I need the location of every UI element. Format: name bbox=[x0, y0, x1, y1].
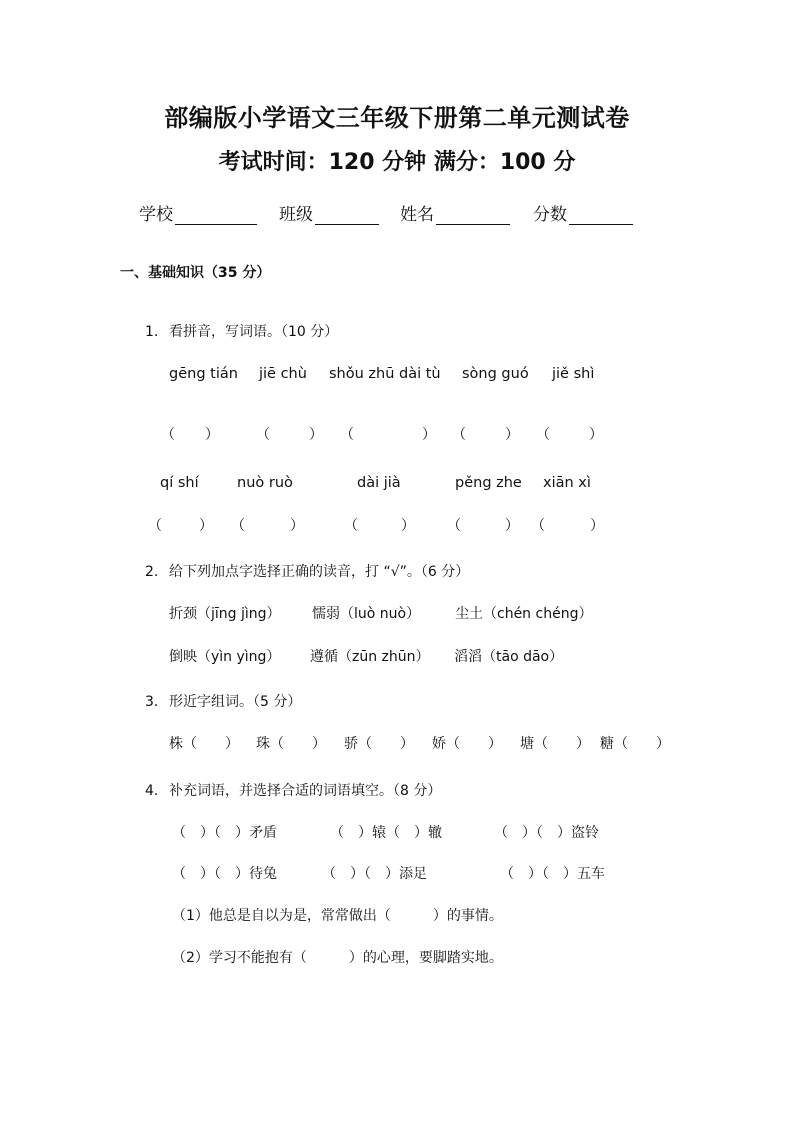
word-group-item[interactable]: 株（ ） bbox=[169, 736, 239, 752]
answer-paren-right: ） bbox=[309, 427, 323, 443]
class-field: 班级 bbox=[279, 200, 379, 225]
answer-paren-right: ） bbox=[290, 518, 304, 534]
answer-paren-left: （ bbox=[340, 427, 354, 443]
answer-paren-left: （ bbox=[256, 427, 270, 443]
idiom-blank[interactable]: （ ）（ ）添足 bbox=[322, 866, 427, 882]
answer-paren-right: ） bbox=[590, 518, 604, 534]
pinyin-item: jiě shì bbox=[552, 366, 595, 382]
score-blank[interactable] bbox=[569, 206, 633, 225]
word-group-item[interactable]: 糖（ ） bbox=[600, 736, 670, 752]
pinyin-item: pěng zhe bbox=[455, 475, 522, 491]
answer-paren-right: ） bbox=[505, 518, 519, 534]
score-field: 分数 bbox=[533, 200, 633, 225]
reading-choice[interactable]: 遵循（zūn zhūn） bbox=[310, 649, 430, 665]
answer-paren-right: ） bbox=[589, 427, 603, 443]
pinyin-item: jiē chù bbox=[259, 366, 307, 382]
fill-sentence-1[interactable]: （1）他总是自以为是，常常做出（ ）的事情。 bbox=[172, 908, 503, 924]
name-field: 姓名 bbox=[400, 200, 510, 225]
answer-paren-right: ） bbox=[199, 518, 213, 534]
pinyin-item: gēng tián bbox=[169, 366, 238, 382]
school-field: 学校 bbox=[139, 200, 257, 225]
reading-choice[interactable]: 懦弱（luò nuò） bbox=[312, 606, 421, 622]
reading-choice[interactable]: 尘土（chén chéng） bbox=[455, 606, 593, 622]
pinyin-item: nuò ruò bbox=[237, 475, 293, 491]
reading-choice[interactable]: 倒映（yìn yìng） bbox=[169, 649, 281, 665]
pinyin-item: dài jià bbox=[357, 475, 401, 491]
idiom-blank[interactable]: （ ）（ ）矛盾 bbox=[172, 825, 277, 841]
word-group-item[interactable]: 珠（ ） bbox=[256, 736, 326, 752]
question-2: 2. 给下列加点字选择正确的读音，打 “√”。（6 分） bbox=[145, 564, 470, 580]
word-group-item[interactable]: 骄（ ） bbox=[344, 736, 414, 752]
idiom-blank[interactable]: （ ）（ ）待兔 bbox=[172, 866, 277, 882]
answer-paren-right: ） bbox=[505, 427, 519, 443]
question-1: 1. 看拼音，写词语。（10 分） bbox=[145, 324, 339, 340]
name-blank[interactable] bbox=[436, 206, 510, 225]
answer-paren-right: ） bbox=[205, 427, 219, 443]
pinyin-item: xiān xì bbox=[543, 475, 591, 491]
exam-subtitle: 考试时间：120 分钟 满分：100 分 bbox=[218, 150, 576, 175]
pinyin-item: qí shí bbox=[160, 475, 199, 491]
answer-paren-left: （ bbox=[536, 427, 550, 443]
pinyin-item: sòng guó bbox=[462, 366, 529, 382]
reading-choice[interactable]: 折颈（jīng jìng） bbox=[169, 606, 281, 622]
pinyin-item: shǒu zhū dài tù bbox=[329, 366, 441, 382]
answer-paren-right: ） bbox=[422, 427, 436, 443]
answer-paren-left: （ bbox=[344, 518, 358, 534]
school-blank[interactable] bbox=[175, 206, 257, 225]
answer-paren-left: （ bbox=[148, 518, 162, 534]
word-group-item[interactable]: 娇（ ） bbox=[432, 736, 502, 752]
reading-choice[interactable]: 滔滔（tāo dāo） bbox=[454, 649, 564, 665]
exam-title: 部编版小学语文三年级下册第二单元测试卷 bbox=[164, 104, 630, 132]
class-blank[interactable] bbox=[315, 206, 379, 225]
question-4: 4. 补充词语，并选择合适的词语填空。（8 分） bbox=[145, 783, 442, 799]
fill-sentence-2[interactable]: （2）学习不能抱有（ ）的心理，要脚踏实地。 bbox=[172, 950, 503, 966]
answer-paren-left: （ bbox=[452, 427, 466, 443]
idiom-blank[interactable]: （ ）（ ）盗铃 bbox=[494, 825, 599, 841]
word-group-item[interactable]: 塘（ ） bbox=[520, 736, 590, 752]
idiom-blank[interactable]: （ ）辕（ ）辙 bbox=[330, 825, 442, 841]
answer-paren-left: （ bbox=[531, 518, 545, 534]
answer-paren-left: （ bbox=[231, 518, 245, 534]
section-heading-basic: 一、基础知识（35 分） bbox=[120, 265, 271, 281]
answer-paren-right: ） bbox=[401, 518, 415, 534]
question-3: 3. 形近字组词。（5 分） bbox=[145, 694, 302, 710]
answer-paren-left: （ bbox=[161, 427, 175, 443]
idiom-blank[interactable]: （ ）（ ）五车 bbox=[500, 866, 605, 882]
answer-paren-left: （ bbox=[447, 518, 461, 534]
